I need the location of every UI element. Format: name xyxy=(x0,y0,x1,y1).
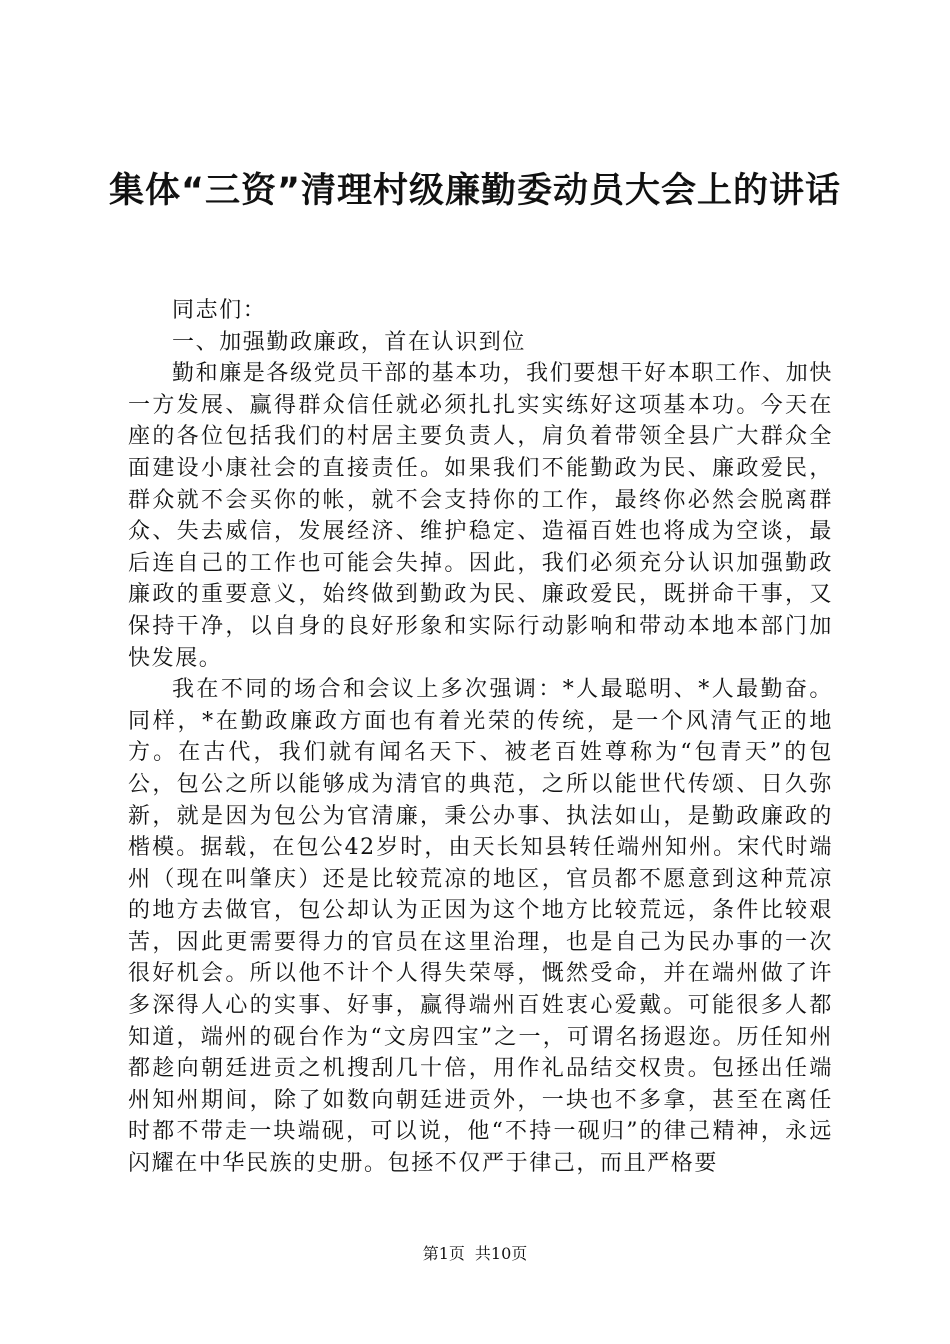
page-number: 第1页 xyxy=(422,1244,465,1263)
body-paragraph: 勤和廉是各级党员干部的基本功，我们要想干好本职工作、加快一方发展、赢得群众信任就必须扎扎实实练好这项基本功。今天在座的各位包括我们的村居主要负责人，肩负着带领全县广大群众全面建设小康社会的直接责任。如果我们不能勤政为民、廉政爱民，群众就不会买你的帐，就不会支持你的工作，最终你必然会脱离群众、失去威信，发展经济、维护稳定、造福百姓也将成为空谈，最后连自己的工作也可能会失掉。因此，我们必须充分认识加强勤政廉政的重要意义，始终做到勤政为民、廉政爱民，既拼命干事，又保持干净，以自身的良好形象和实际行动影响和带动本地本部门加快发展。 xyxy=(128,361,833,671)
document-body xyxy=(128,295,833,1180)
page-total: 共10页 xyxy=(474,1244,528,1263)
body-paragraph: 我在不同的场合和会议上多次强调：*人最聪明、*人最勤奋。同样，*在勤政廉政方面也有着光荣的传统，是一个风清气正的地方。在古代，我们就有闻名天下、被老百姓尊称为“包青天”的包公，包公之所以能够成为清官的典范，之所以能世代传颂、日久弥新，就是因为包公为官清廉，秉公办事、执法如山，是勤政廉政的楷模。据载，在包公42岁时，由天长知县转任端州知州。宋代时端州（现在叫肇庆）还是比较荒凉的地区，官员都不愿意到这种荒凉的地方去做官，包公却认为正因为这个地方比较荒远，条件比较艰苦，因此更需要得力的官员在这里治理，也是自己为民办事的一次很好机会。所以他不计个人得失荣辱，慨然受命，并在端州做了许多深得人心的实事、好事，赢得端州百姓衷心爱戴。可能很多人都知道，端州的砚台作为“文房四宝”之一，可谓名扬遐迩。历任知州都趁向朝廷进贡之机搜刮几十倍，用作礼品结交权贵。包拯出任端州知州期间，除了如数向朝廷进贡外，一块也不多拿，甚至在离任时都不带走一块端砚，可以说，他“不持一砚归”的律己精神，永远闪耀在中华民族的史册。包拯不仅严于律己，而且严格要 xyxy=(128,677,833,1177)
document-title: 集体“三资”清理村级廉勤委动员大会上的讲话 xyxy=(108,171,841,211)
salutation: 同志们： xyxy=(172,298,267,323)
section-heading: 一、加强勤政廉政，首在认识到位 xyxy=(172,329,527,355)
page-footer xyxy=(0,1244,950,1264)
